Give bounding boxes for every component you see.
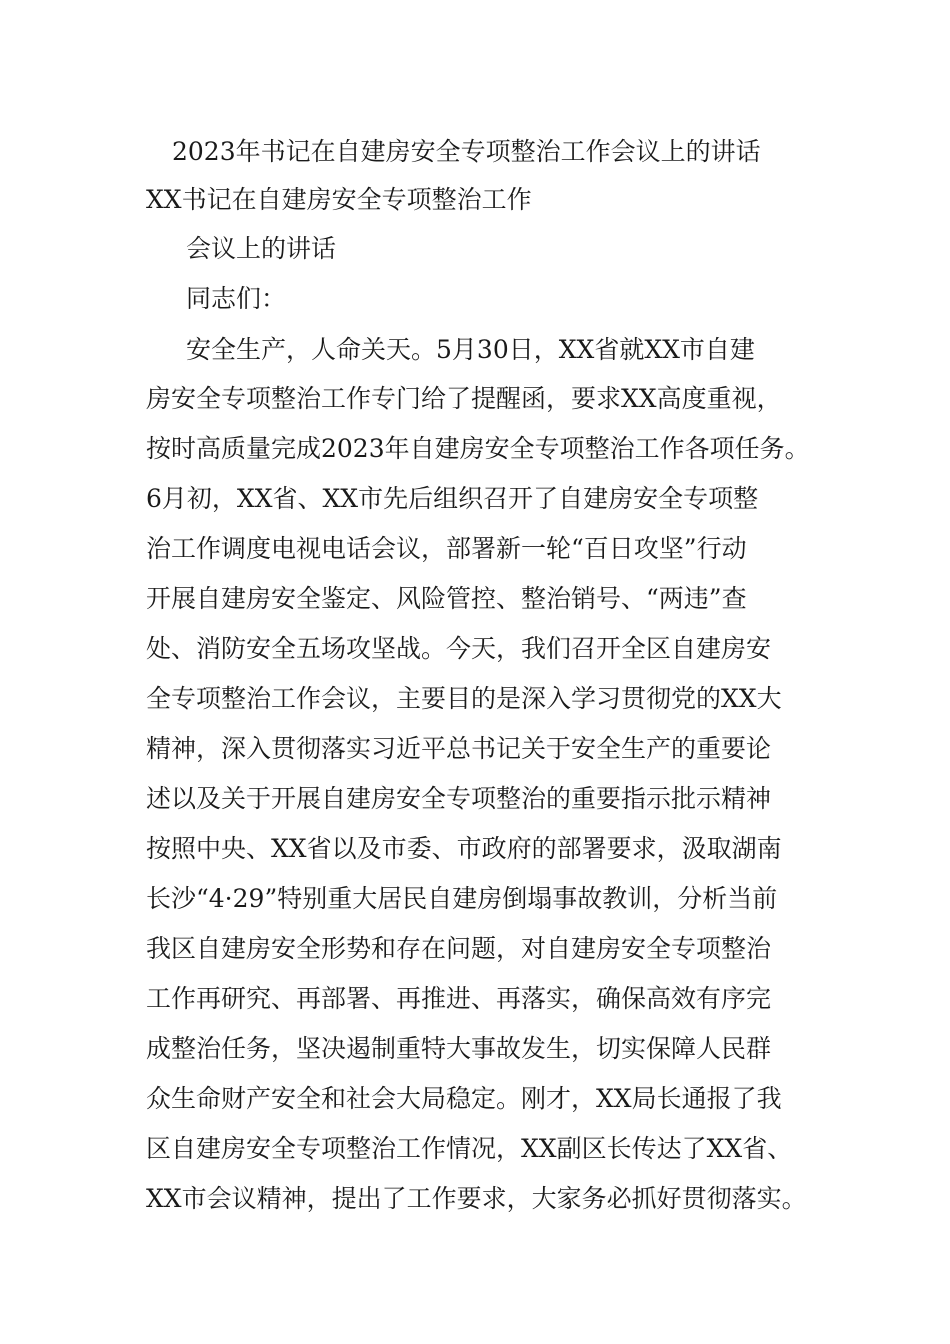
body-line: 开展自建房安全鉴定、风险管控、整治销号、“两违”查 [146,584,747,613]
body-line: 房安全专项整治工作专门给了提醒函，要求XX高度重视， [146,384,782,413]
body-line: 述以及关于开展自建房安全专项整治的重要指示批示精神 [146,784,772,813]
body-line: 按照中央、XX省以及市委、市政府的部署要求，汲取湖南 [146,834,782,863]
body-line: 工作再研究、再部署、再推进、再落实，确保高效有序完 [146,984,772,1013]
body-line: 众生命财产安全和社会大局稳定。刚才，XX局长通报了我 [146,1084,782,1113]
document-subtitle-line-1: XX书记在自建房安全专项整治工作 [146,185,532,214]
salutation: 同志们： [186,284,287,313]
body-line: 处、消防安全五场攻坚战。今天，我们召开全区自建房安 [146,634,772,663]
body-line: 全专项整治工作会议，主要目的是深入学习贯彻党的XX大 [146,684,782,713]
body-line: 区自建房安全专项整治工作情况，XX副区长传达了XX省、 [146,1134,793,1163]
body-line: 成整治任务，坚决遏制重特大事故发生，切实保障人民群 [146,1034,772,1063]
body-line: 精神，深入贯彻落实习近平总书记关于安全生产的重要论 [146,734,772,763]
body-line: 6月初，XX省、XX市先后组织召开了自建房安全专项整 [146,484,759,513]
body-line: XX市会议精神，提出了工作要求，大家务必抓好贯彻落实。 [146,1184,807,1213]
body-line: 治工作调度电视电话会议，部署新一轮“百日攻坚”行动 [146,534,747,563]
body-line: 长沙“4·29”特别重大居民自建房倒塌事故教训，分析当前 [146,884,778,913]
body-line: 按时高质量完成2023年自建房安全专项整治工作各项任务。 [146,434,810,463]
document-subtitle-line-2: 会议上的讲话 [186,234,337,263]
body-line: 我区自建房安全形势和存在问题，对自建房安全专项整治 [146,934,772,963]
body-line: 安全生产，人命关天。5月30日，XX省就XX市自建 [186,335,755,364]
document-title: 2023年书记在自建房安全专项整治工作会议上的讲话 [172,137,761,166]
